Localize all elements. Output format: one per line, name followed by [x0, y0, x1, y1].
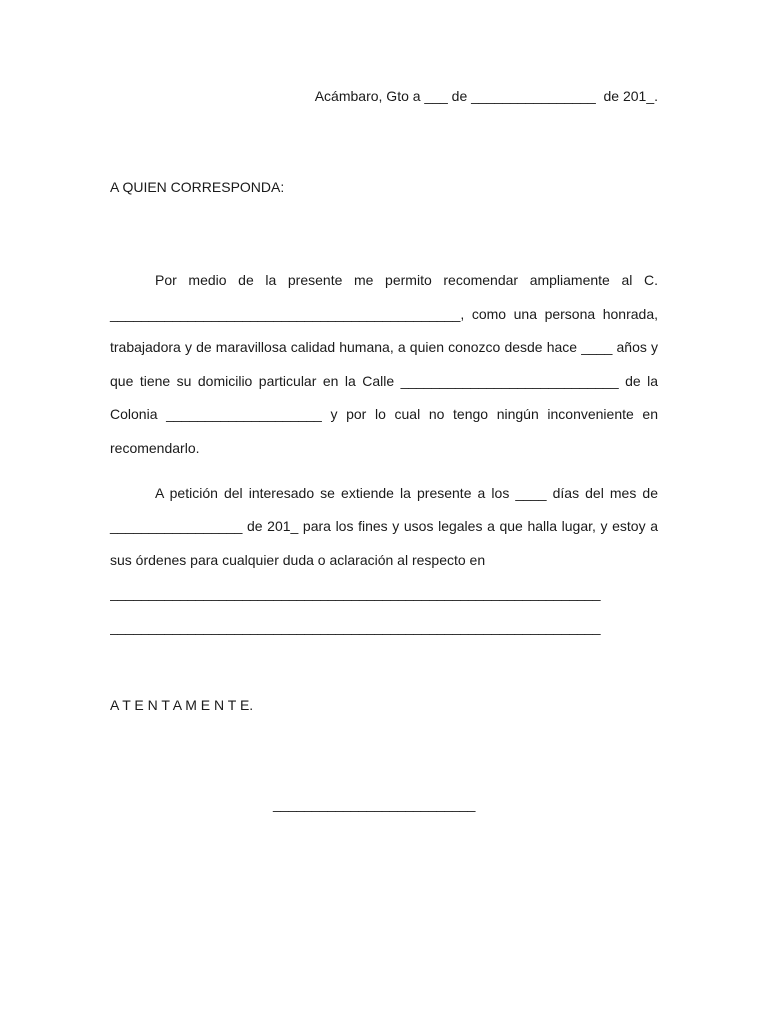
date-line: Acámbaro, Gto a ___ de ________________ de 201_. — [314, 88, 658, 104]
salutation: A QUIEN CORRESPONDA: — [110, 179, 285, 195]
recommendation-paragraph: Por medio de la presente me permito recomendar ampliamente al C. _____________________________________________, como una persona honrada, trabajadora y de maravillosa calidad humana, a quien conozco desde hace ____ años y que tiene su domicilio particular en la Calle ____________________________ de la Colonia ____________________ y por lo cual no tengo ningún inconveniente en recomendarlo. — [110, 272, 658, 456]
closing: A T E N T A M E N T E. — [110, 697, 254, 713]
signature-line: __________________________ — [273, 796, 476, 812]
request-paragraph: A petición del interesado se extiende la presente a los ____ días del mes de _________________ de 201_ para los fines y usos legales a que halla lugar, y estoy a sus órdenes para cualquier duda o aclaración al respecto en — [110, 484, 658, 568]
blank-line: _______________________________________________________________ — [110, 618, 601, 635]
letter-body — [110, 264, 658, 645]
blank-line: _______________________________________________________________ — [110, 585, 601, 602]
